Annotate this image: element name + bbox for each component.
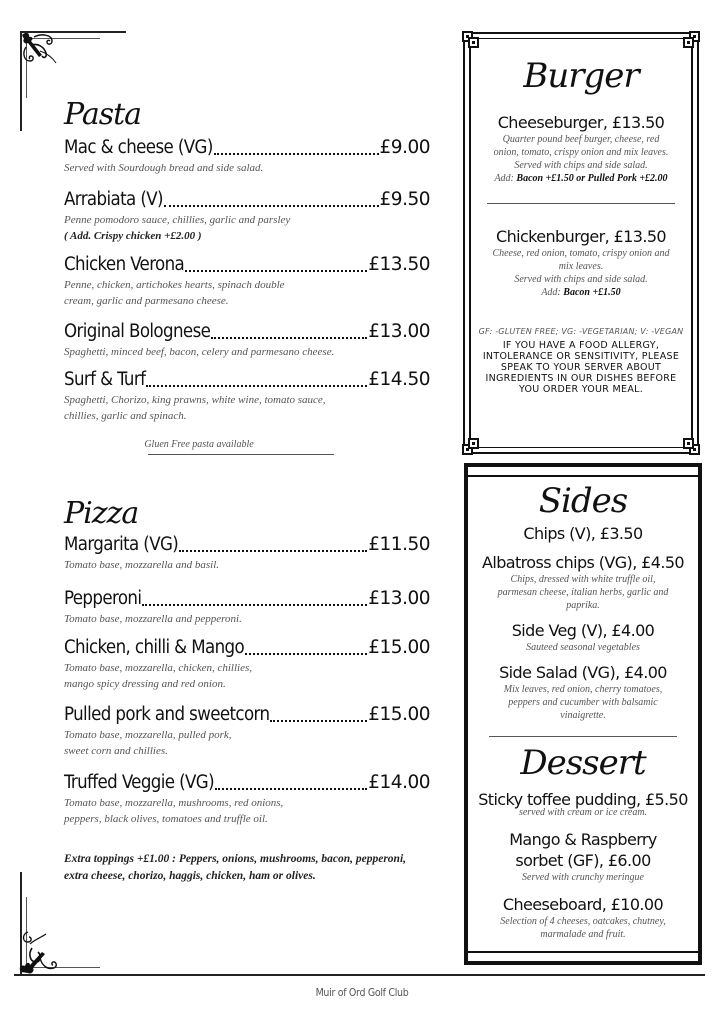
sides-box-top-inner-line: [468, 475, 698, 477]
item-name: Chicken Verona: [64, 254, 185, 275]
corner-square-icon: [468, 37, 479, 48]
corner-ornament-bottom-left-icon: [18, 928, 68, 976]
item-description: Tomato base, mozzarella and basil.: [64, 559, 220, 571]
item-price: £11.50: [368, 534, 430, 555]
menu-item-side-veg: Side Veg (V), £4.00 Sauteed seasonal vegetables: [472, 620, 694, 654]
footer-club-name: Muir of Ord Golf Club: [315, 987, 409, 999]
item-title: Chips (V), £3.50: [523, 524, 643, 543]
menu-item-arrabiata: [64, 188, 430, 244]
menu-item-cheeseburger: Cheeseburger, £13.50 Quarter pound beef burger, cheese, red onion, tomato, crispy onion and mix leaves. Served with chips and side salad. Add: Bacon +£1.50 or Pulled Pork +£2.00: [477, 112, 685, 185]
burger-box: [463, 32, 699, 454]
item-price: £9.00: [379, 137, 430, 158]
dietary-legend: GF: -GLUTEN FREE; VG: -VEGETARIAN; V: -VEGAN: [478, 327, 684, 336]
menu-item-surf-and-turf: [64, 368, 430, 424]
leader-dots: [179, 550, 367, 552]
leader-dots: [164, 205, 379, 207]
dessert-section-title: Dessert: [520, 743, 646, 783]
pasta-section-title: Pasta: [64, 97, 142, 132]
item-description: peppers, black olives, tomatoes and truffle oil.: [64, 813, 268, 825]
sides-dessert-box: [464, 463, 702, 965]
corner-square-icon: [683, 37, 694, 48]
item-price: £14.00: [368, 772, 430, 793]
pizza-section-title: Pizza: [64, 496, 139, 531]
item-title: Side Veg (V), £4.00: [511, 621, 655, 640]
item-title: Albatross chips (VG), £4.50: [482, 553, 684, 572]
menu-item-chicken-chilli-mango: [64, 636, 430, 692]
menu-item-pulled-pork-sweetcorn: [64, 703, 430, 759]
leader-dots: [185, 270, 367, 272]
menu-item-mac-and-cheese: [64, 136, 430, 176]
item-name: Arrabiata (V): [64, 189, 163, 210]
menu-item-margarita: [64, 533, 430, 573]
item-price: £13.00: [368, 588, 430, 609]
item-price: £15.00: [368, 637, 430, 658]
left-column: [64, 90, 430, 885]
item-description: Penne, chicken, artichokes hearts, spinach double: [64, 279, 285, 291]
leader-dots: [215, 788, 367, 790]
item-addon: Add: Bacon +£1.50 or Pulled Pork +£2.00: [494, 173, 668, 184]
burger-divider: [487, 203, 675, 204]
item-name: Margarita (VG): [64, 534, 179, 555]
leader-dots: [270, 720, 367, 722]
item-price: £14.50: [368, 369, 430, 390]
item-name: Pulled pork and sweetcorn: [64, 704, 270, 725]
item-description: Served with Sourdough bread and side salad.: [64, 162, 264, 174]
item-name: Surf & Turf: [64, 369, 146, 390]
sides-section-title: Sides: [538, 481, 628, 521]
pasta-section: [64, 136, 430, 455]
menu-item-pepperoni: [64, 587, 430, 627]
menu-item-sticky-toffee-pudding: Sticky toffee pudding, £5.50 served with cream or ice cream.: [472, 789, 694, 819]
item-title: Side Salad (VG), £4.00: [499, 663, 667, 682]
item-addon: Add: Bacon +£1.50: [541, 287, 621, 298]
item-description: cream, garlic and parmesano cheese.: [64, 295, 229, 307]
menu-item-cheeseboard: Cheeseboard, £10.00 Selection of 4 cheeses, oatcakes, chutney, marmalade and fruit.: [472, 894, 694, 941]
item-description: Tomato base, mozzarella, chicken, chillies,: [64, 662, 252, 674]
item-description: Penne pomodoro sauce, chillies, garlic and parsley: [64, 214, 291, 226]
item-description: sweet corn and chillies.: [64, 745, 168, 757]
sides-content: [472, 481, 694, 941]
item-title: Mango & Raspberry: [509, 830, 657, 849]
burger-section-title: Burger: [523, 56, 639, 96]
item-price: £9.50: [379, 189, 430, 210]
corner-square-icon: [468, 438, 479, 449]
leader-dots: [245, 653, 367, 655]
leader-dots: [142, 604, 367, 606]
item-name: Truffed Veggie (VG): [64, 772, 214, 793]
menu-item-chips: [472, 523, 694, 544]
item-price: £15.00: [368, 704, 430, 725]
extra-toppings-note: Extra toppings +£1.00 : Peppers, onions, mushrooms, bacon, pepperoni, extra cheese, chorizo, haggis, chicken, ham or olives.: [64, 853, 407, 882]
item-addon: ( Add. Crispy chicken +£2.00 ): [64, 230, 202, 242]
menu-item-chicken-verona: [64, 253, 430, 309]
item-description: mango spicy dressing and red onion.: [64, 678, 226, 690]
pasta-divider: [148, 454, 334, 455]
item-description: Spaghetti, minced beef, bacon, celery and parmesano cheese.: [64, 346, 335, 358]
corner-square-icon: [683, 438, 694, 449]
item-price: £13.00: [368, 321, 430, 342]
corner-ornament-top-left-icon: [20, 31, 70, 76]
item-title: Chickenburger, £13.50: [496, 227, 666, 246]
pizza-section: [64, 533, 430, 885]
burger-content: [477, 54, 685, 395]
item-description: chillies, garlic and spinach.: [64, 410, 187, 422]
item-name: Pepperoni: [64, 588, 142, 609]
item-name: Mac & cheese (VG): [64, 137, 213, 158]
item-description: Tomato base, mozzarella, mushrooms, red onions,: [64, 797, 284, 809]
sides-divider: [489, 736, 677, 737]
menu-item-chickenburger: Chickenburger, £13.50 Cheese, red onion, tomato, crispy onion and mix leaves. Served with chips and side salad. Add: Bacon +£1.50: [477, 226, 685, 299]
frame-bottom-line: [14, 974, 705, 976]
menu-item-mango-raspberry-sorbet: Mango & Raspberry sorbet (GF), £6.00 Served with crunchy meringue: [472, 829, 694, 884]
gluten-free-note: Gluen Free pasta available: [144, 439, 254, 450]
item-price: £13.50: [368, 254, 430, 275]
item-description: Spaghetti, Chorizo, king prawns, white wine, tomato sauce,: [64, 394, 326, 406]
leader-dots: [146, 385, 367, 387]
leader-dots: [211, 337, 367, 339]
allergy-notice: IF YOU HAVE A FOOD ALLERGY, INTOLERANCE OR SENSITIVITY, PLEASE SPEAK TO YOUR SERVER ABOUT INGREDIENTS IN OUR DISHES BEFORE YOU ORDER YOUR MEAL.: [482, 340, 680, 395]
item-name: Original Bolognese: [64, 321, 211, 342]
item-description: Tomato base, mozzarella, pulled pork,: [64, 729, 232, 741]
menu-item-albatross-chips: Albatross chips (VG), £4.50 Chips, dressed with white truffle oil, parmesan cheese, italian herbs, garlic and paprika.: [472, 552, 694, 612]
item-description: Tomato base, mozzarella and pepperoni.: [64, 613, 242, 625]
item-name: Chicken, chilli & Mango: [64, 637, 245, 658]
item-title: Cheeseboard, £10.00: [502, 895, 664, 914]
item-title: sorbet (GF), £6.00: [515, 851, 651, 870]
item-title: Cheeseburger, £13.50: [497, 113, 665, 132]
leader-dots: [214, 153, 379, 155]
menu-item-truffed-veggie: [64, 771, 430, 827]
menu-item-original-bolognese: [64, 320, 430, 360]
menu-item-side-salad: Side Salad (VG), £4.00 Mix leaves, red onion, cherry tomatoes, peppers and cucumber with balsamic vinaigrette.: [472, 662, 694, 722]
sides-box-bottom-inner-line: [468, 951, 698, 953]
item-title: Sticky toffee pudding, £5.50: [478, 790, 688, 809]
